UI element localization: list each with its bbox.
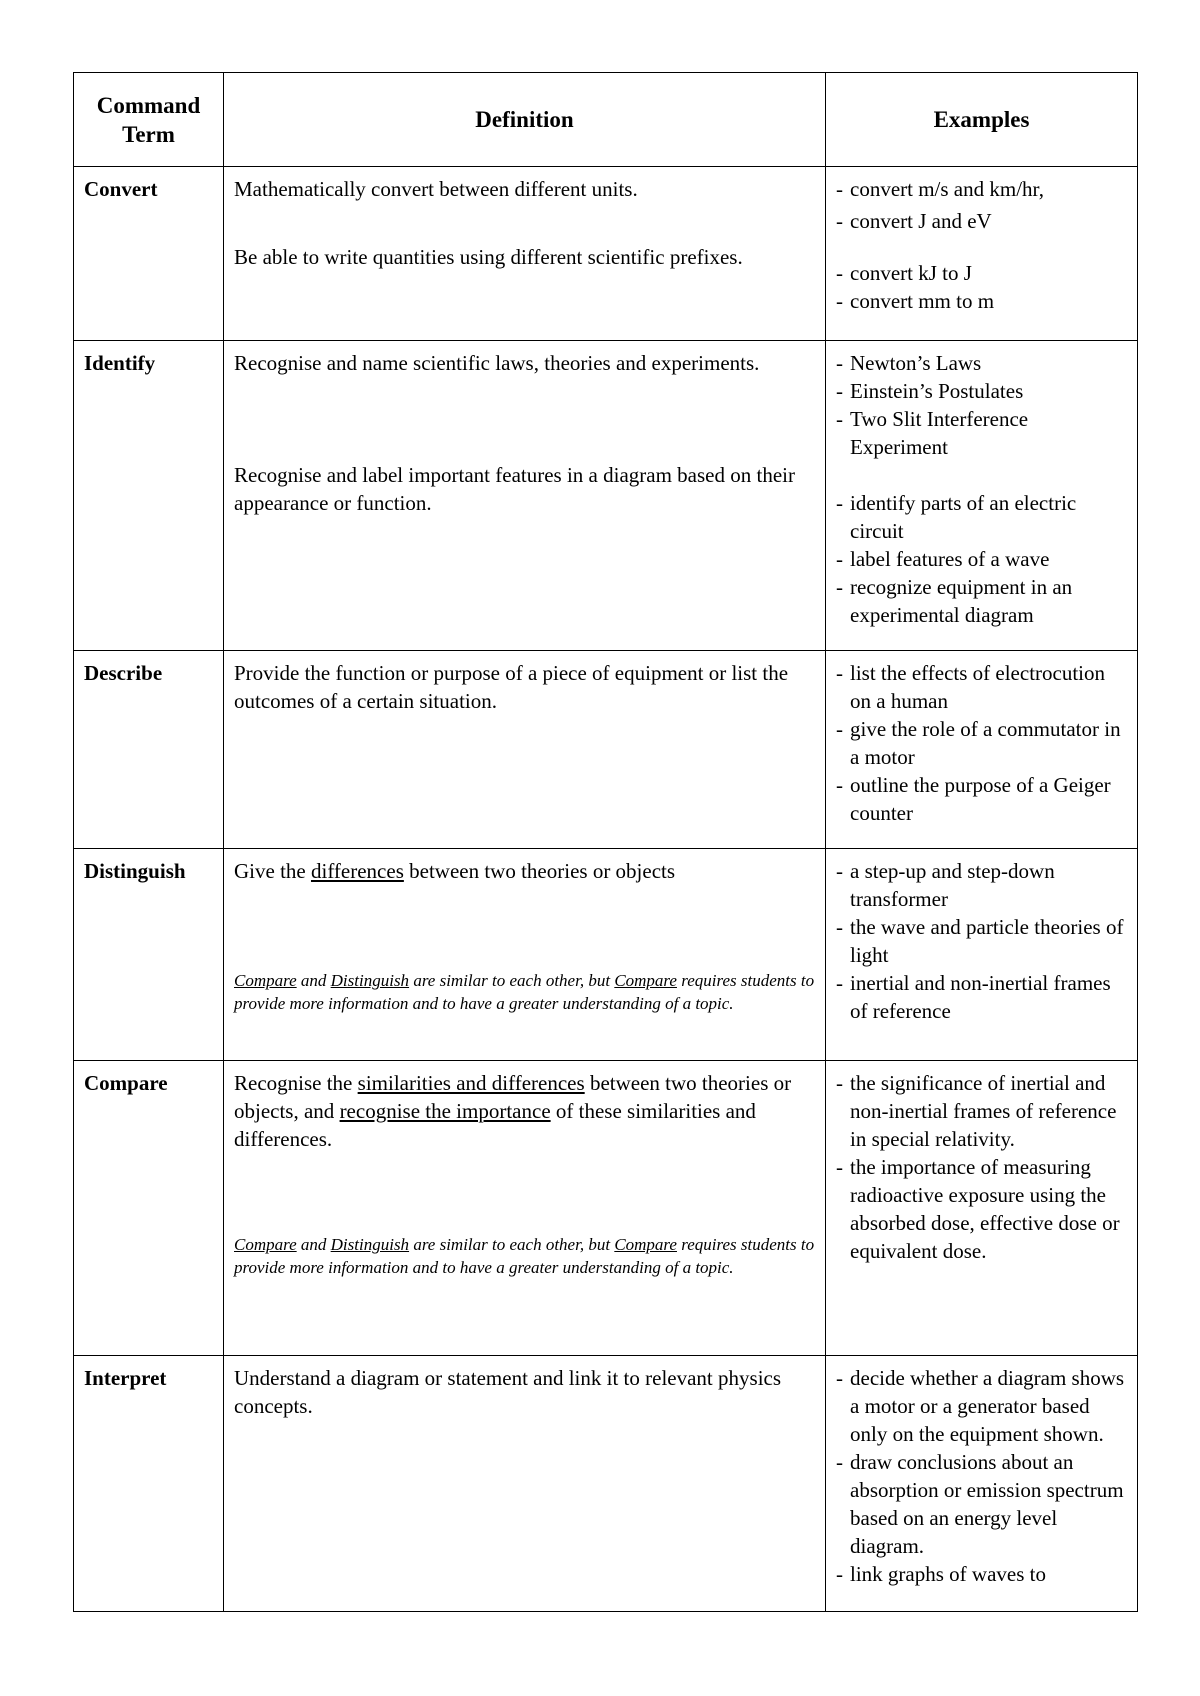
note-fragment: and (296, 1235, 331, 1254)
definition-compare (224, 1061, 826, 1356)
definition-emphasis: similarities and differences (357, 1071, 585, 1095)
term-distinguish: Distinguish (74, 849, 224, 1061)
definition-text: Be able to write quantities using different scientific prefixes. (234, 245, 743, 269)
note-fragment: Compare (234, 1235, 297, 1254)
definition-text: Understand a diagram or statement and link it to relevant physics concepts. (234, 1366, 782, 1418)
header-definition: Definition (224, 73, 826, 167)
row-distinguish (74, 849, 1138, 1061)
definition-fragment: Give the (234, 859, 311, 883)
definition-emphasis: differences (310, 859, 404, 883)
examples-compare (826, 1061, 1138, 1356)
definition-text: Recognise and label important features in a diagram based on their appearance or function. (234, 463, 795, 515)
example-item: - recognize equipment in an experimental diagram (836, 573, 1127, 629)
example-item: - Einstein’s Postulates (836, 377, 1127, 405)
note-fragment: Compare (614, 971, 677, 990)
example-item: - give the role of a commutator in a motor (836, 715, 1127, 771)
term-describe: Describe (74, 651, 224, 849)
examples-list (836, 259, 1127, 315)
note-fragment: Distinguish (330, 971, 410, 990)
examples-interpret (826, 1356, 1138, 1612)
header-term-line2: Term (122, 121, 175, 147)
note-fragment: requires students to provide more information and to have a greater understanding of a topic. (234, 1235, 815, 1277)
note-fragment: are similar to each other, but (409, 1235, 615, 1254)
definition-text: Mathematically convert between different units. (234, 177, 638, 201)
definition-text: Provide the function or purpose of a piece of equipment or list the outcomes of a certain situation. (234, 661, 789, 713)
note-fragment: Distinguish (330, 1235, 410, 1254)
note-fragment: Compare (614, 1235, 677, 1254)
term-compare: Compare (74, 1061, 224, 1356)
definition-fragment: between two theories or objects, and (234, 1071, 792, 1123)
example-item: - link graphs of waves to (836, 1560, 1127, 1588)
term-identify: Identify (74, 341, 224, 651)
example-item: - inertial and non-inertial frames of reference (836, 969, 1127, 1025)
examples-list (836, 349, 1127, 461)
command-terms-table (73, 72, 1138, 1612)
example-item: - the significance of inertial and non-inertial frames of reference in special relativity. (836, 1069, 1127, 1153)
definition-identify (224, 341, 826, 651)
compare-distinguish-note (234, 969, 815, 1015)
row-compare (74, 1061, 1138, 1356)
header-command-term (74, 73, 224, 167)
example-item: - label features of a wave (836, 545, 1127, 573)
example-item: - Two Slit Interference Experiment (836, 405, 1127, 461)
definition-fragment: between two theories or objects (403, 859, 676, 883)
note-fragment: are similar to each other, but (409, 971, 615, 990)
row-identify (74, 341, 1138, 651)
examples-list (836, 489, 1127, 629)
examples-list (836, 659, 1127, 827)
definition-text: Recognise and name scientific laws, theories and experiments. (234, 351, 760, 375)
compare-distinguish-note (234, 1233, 815, 1279)
example-item: - the wave and particle theories of light (836, 913, 1127, 969)
definition-text (234, 1069, 815, 1153)
example-item: - Newton’s Laws (836, 349, 1127, 377)
examples-list (836, 1364, 1127, 1588)
examples-identify (826, 341, 1138, 651)
example-item: - a step-up and step-down transformer (836, 857, 1127, 913)
examples-describe (826, 651, 1138, 849)
example-item: - convert mm to m (836, 287, 1127, 315)
example-item: - outline the purpose of a Geiger counter (836, 771, 1127, 827)
row-convert (74, 167, 1138, 341)
examples-list (836, 857, 1127, 1025)
definition-text (234, 857, 815, 885)
example-item: - draw conclusions about an absorption or emission spectrum based on an energy level diagram. (836, 1448, 1127, 1560)
definition-emphasis: recognise the importance (339, 1099, 551, 1123)
term-interpret: Interpret (74, 1356, 224, 1612)
examples-list (836, 175, 1127, 235)
definition-interpret (224, 1356, 826, 1612)
examples-list (836, 1069, 1127, 1265)
definition-fragment: of these similarities and differences. (234, 1099, 756, 1151)
row-describe (74, 651, 1138, 849)
note-fragment: and (296, 971, 331, 990)
row-interpret (74, 1356, 1138, 1612)
definition-describe (224, 651, 826, 849)
example-item: - convert m/s and km/hr, (836, 175, 1127, 203)
note-fragment: Compare (234, 971, 297, 990)
examples-distinguish (826, 849, 1138, 1061)
header-row (74, 73, 1138, 167)
term-convert: Convert (74, 167, 224, 341)
definition-convert (224, 167, 826, 341)
definition-distinguish (224, 849, 826, 1061)
examples-convert (826, 167, 1138, 341)
example-item: - convert kJ to J (836, 259, 1127, 287)
header-term-line1: Command (96, 92, 201, 118)
example-item: - convert J and eV (836, 207, 1127, 235)
header-examples: Examples (826, 73, 1138, 167)
definition-fragment: Recognise the (234, 1071, 358, 1095)
example-item: - the importance of measuring radioactive exposure using the absorbed dose, effective dose or equivalent dose. (836, 1153, 1127, 1265)
note-fragment: requires students to provide more information and to have a greater understanding of a topic. (234, 971, 815, 1013)
example-item: - list the effects of electrocution on a human (836, 659, 1127, 715)
example-item: - decide whether a diagram shows a motor or a generator based only on the equipment shown. (836, 1364, 1127, 1448)
example-item: - identify parts of an electric circuit (836, 489, 1127, 545)
